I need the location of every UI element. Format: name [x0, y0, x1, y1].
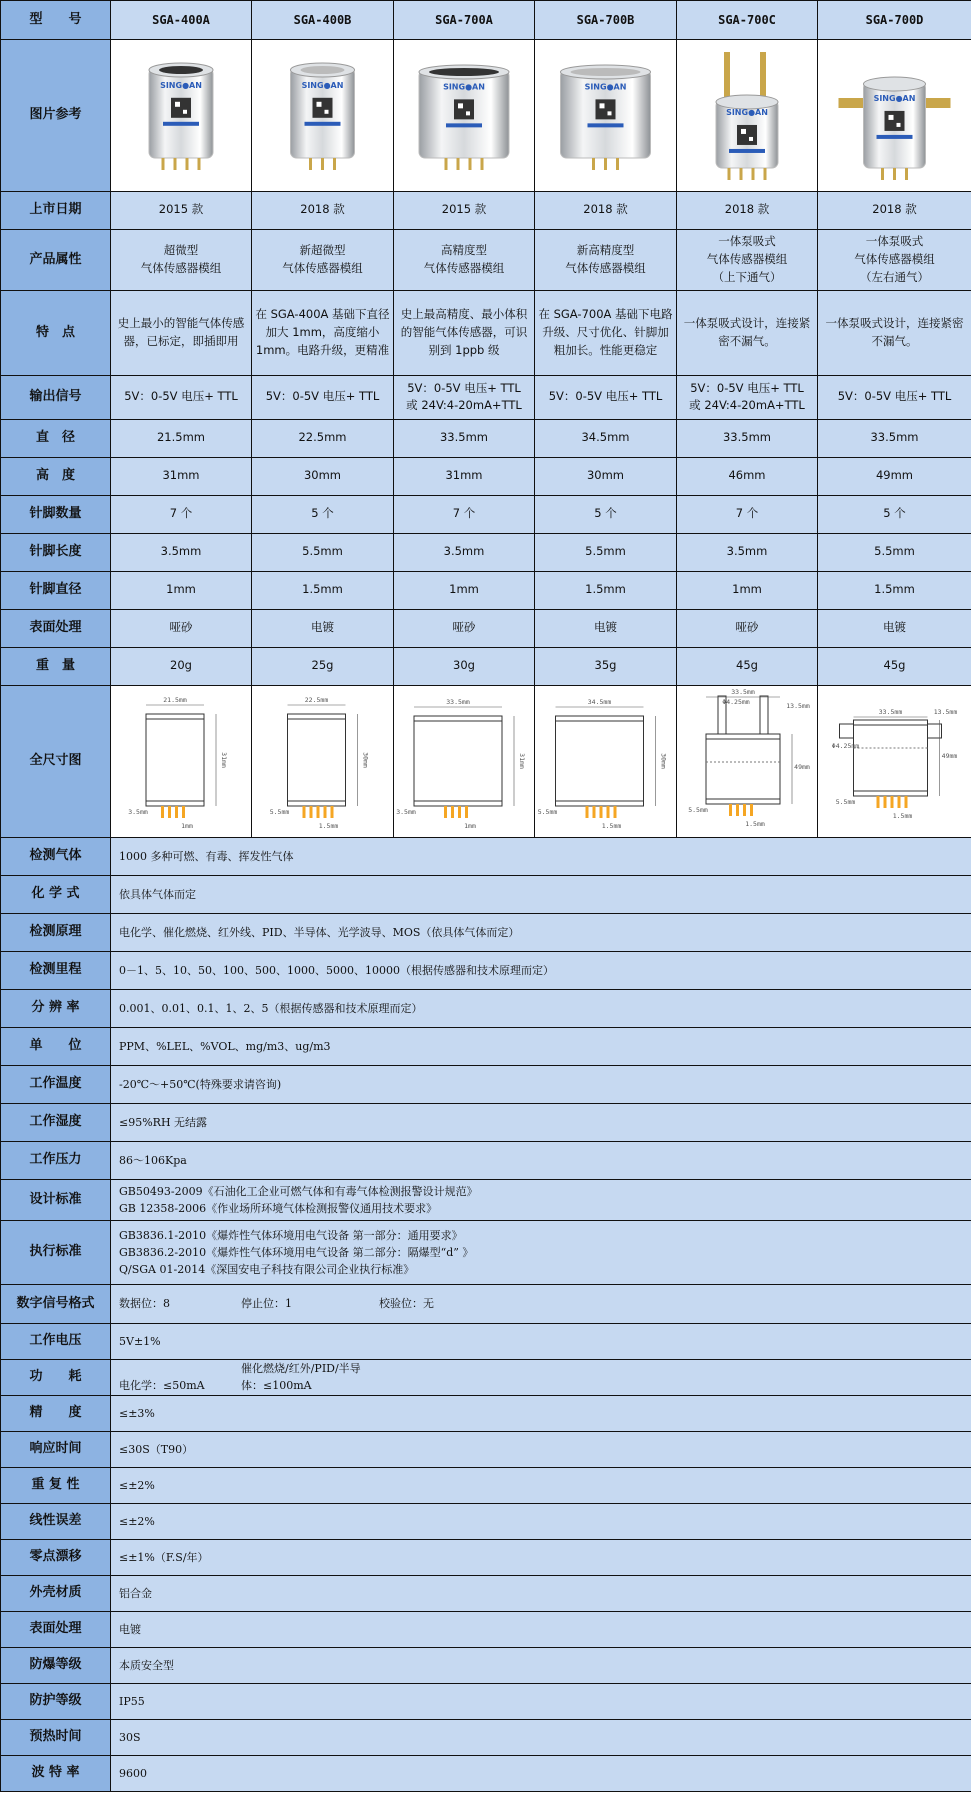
- spec-row: [1, 1141, 971, 1179]
- spec-line: 86～106Kpa: [119, 1153, 187, 1167]
- spec-line: IP55: [119, 1694, 145, 1708]
- dimension-drawing: [818, 685, 971, 837]
- output-line: 5V：0-5V 电压+ TTL: [265, 389, 380, 404]
- cell-features: 史上最小的智能气体传感器，已标定，即插即用: [111, 290, 252, 375]
- cell-model: SGA-400B: [252, 1, 394, 40]
- svg-text:SING●AN: SING●AN: [443, 82, 485, 92]
- output-line: 5V：0-5V 电压+ TTL: [407, 380, 521, 395]
- spec-label: 重 复 性: [1, 1467, 111, 1503]
- dim-label: 5.5mm: [537, 807, 558, 816]
- spec-line: GB50493-2009《石油化工企业可燃气体和有毒气体检测报警设计规范》: [119, 1184, 478, 1198]
- spec-value: [111, 1284, 971, 1323]
- spec-row: [1, 1395, 971, 1431]
- spec-value: [111, 1611, 971, 1647]
- cell-date: 2018 款: [818, 191, 971, 229]
- dimension-drawing: [111, 685, 252, 837]
- spec-row: [1, 1027, 971, 1065]
- cell-pin-count: 7 个: [677, 495, 818, 533]
- spec-row: [1, 1103, 971, 1141]
- spec-value: [111, 1755, 971, 1791]
- spec-row: [1, 1503, 971, 1539]
- sensor-photo-icon: [677, 40, 817, 185]
- spec-segment: 电化学：≤50mA: [119, 1379, 205, 1393]
- output-line: 或 24V:4-20mA+TTL: [406, 398, 522, 413]
- spec-line: ≤30S（T90）: [119, 1442, 194, 1456]
- dimension-drawing: [535, 685, 677, 837]
- attr-line: 一体泵吸式: [865, 234, 924, 249]
- cell-diameter: 34.5mm: [535, 419, 677, 457]
- cell-output: [818, 375, 971, 419]
- cell-height: 46mm: [677, 457, 818, 495]
- date-label: 上市日期: [1, 191, 111, 229]
- pin_length-label: 针脚长度: [1, 533, 111, 571]
- spec-row: [1, 1323, 971, 1359]
- cell-pin-diameter: 1.5mm: [252, 571, 394, 609]
- spec-line: 5V±1%: [119, 1334, 161, 1348]
- dim-label: 21.5mm: [163, 695, 187, 704]
- dim-label: 33.5mm: [878, 707, 903, 716]
- spec-value: [111, 1431, 971, 1467]
- svg-text:SING●AN: SING●AN: [584, 82, 627, 92]
- spec-label: 功 耗: [1, 1359, 111, 1395]
- height-label: 高 度: [1, 457, 111, 495]
- spec-line: GB3836.2-2010《爆炸性气体环境用电气设备 第二部分：隔爆型“d” 》: [119, 1245, 474, 1259]
- photo-label: 图片参考: [1, 40, 111, 192]
- spec-label: 表面处理: [1, 1611, 111, 1647]
- cell-pin-length: 3.5mm: [677, 533, 818, 571]
- spec-value: [111, 1179, 971, 1220]
- dim-label: 13.5mm: [786, 701, 810, 710]
- cell-pin-diameter: 1.5mm: [818, 571, 971, 609]
- spec-line: 铝合金: [119, 1586, 152, 1600]
- row-attr: [1, 229, 971, 290]
- sensor-photo-icon: [111, 40, 251, 185]
- spec-line: ≤95%RH 无结露: [119, 1115, 208, 1129]
- cell-diameter: 33.5mm: [394, 419, 535, 457]
- spec-value: [111, 913, 971, 951]
- dim-label: 3.5mm: [128, 807, 148, 816]
- features-label: 特 点: [1, 290, 111, 375]
- row-photo: [1, 40, 971, 192]
- cell-pin-count: 7 个: [111, 495, 252, 533]
- dim-label: 34.5mm: [587, 697, 612, 706]
- output-line: 5V：0-5V 电压+ TTL: [548, 389, 663, 404]
- dim-label: 5.5mm: [835, 797, 856, 806]
- row-pin-diameter: [1, 571, 971, 609]
- spec-line: GB3836.1-2010《爆炸性气体环境用电气设备 第一部分：通用要求》: [119, 1228, 463, 1242]
- attr-line: 新超微型: [299, 243, 346, 257]
- spec-row: [1, 1647, 971, 1683]
- spec-label: 化 学 式: [1, 875, 111, 913]
- spec-value: [111, 1065, 971, 1103]
- cell-surface: 哑砂: [111, 609, 252, 647]
- cell-height: 31mm: [394, 457, 535, 495]
- spec-value: [111, 1395, 971, 1431]
- cell-output: [252, 375, 394, 419]
- cell-pin-count: 5 个: [252, 495, 394, 533]
- attr-line: 一体泵吸式: [718, 234, 776, 249]
- cell-diameter: 22.5mm: [252, 419, 394, 457]
- cell-model: SGA-400A: [111, 1, 252, 40]
- drawing-label: 全尺寸图: [1, 685, 111, 837]
- spec-row: [1, 1611, 971, 1647]
- spec-segment: 催化燃烧/红外/PID/半导体：≤100mA: [241, 1362, 361, 1393]
- cell-pin-length: 5.5mm: [252, 533, 394, 571]
- dim-label: 49mm: [941, 751, 958, 760]
- cell-output: [394, 375, 535, 419]
- spec-value: [111, 1719, 971, 1755]
- row-date: [1, 191, 971, 229]
- product-photo: [818, 40, 971, 192]
- spec-label: 分 辨 率: [1, 989, 111, 1027]
- spec-row: [1, 837, 971, 875]
- row-drawing: [1, 685, 971, 837]
- spec-value: [111, 951, 971, 989]
- product-photo: [677, 40, 818, 192]
- cell-surface: 哑砂: [394, 609, 535, 647]
- dimension-drawing: [394, 685, 535, 837]
- sensor-photo-icon: [252, 40, 393, 185]
- spec-line: GB 12358-2006《作业场所环境气体检测报警仪通用技术要求》: [119, 1201, 438, 1215]
- cell-pin-diameter: 1mm: [111, 571, 252, 609]
- dim-label: 1.5mm: [318, 821, 339, 830]
- spec-line: ≤±1%（F.S/年）: [119, 1550, 209, 1564]
- spec-row: [1, 1179, 971, 1220]
- row-model: [1, 1, 971, 40]
- spec-value: [111, 1575, 971, 1611]
- spec-line: 0－1、5、10、50、100、500、1000、5000、10000（根据传感器和技术原理而定）: [119, 963, 554, 977]
- svg-text:SING●AN: SING●AN: [873, 93, 916, 103]
- spec-value: [111, 1141, 971, 1179]
- spec-label: 数字信号格式: [1, 1284, 111, 1323]
- cell-diameter: 33.5mm: [818, 419, 971, 457]
- cell-height: 31mm: [111, 457, 252, 495]
- spec-line: -20℃～+50℃(特殊要求请咨询): [119, 1077, 282, 1091]
- spec-label: 预热时间: [1, 1719, 111, 1755]
- cell-pin-diameter: 1.5mm: [535, 571, 677, 609]
- spec-label: 执行标准: [1, 1220, 111, 1284]
- cell-output: [111, 375, 252, 419]
- spec-line: 依具体气体而定: [119, 887, 196, 901]
- dimension-drawing-icon: [535, 686, 676, 831]
- spec-row: [1, 1284, 971, 1323]
- dim-label: 30mm: [361, 751, 370, 768]
- dim-label: 1.5mm: [745, 819, 765, 828]
- attr-line: 超微型: [163, 243, 199, 257]
- product-photo: [394, 40, 535, 192]
- attr-label: 产品属性: [1, 229, 111, 290]
- spec-label: 防护等级: [1, 1683, 111, 1719]
- cell-features: 在 SGA-700A 基础下电路升级、尺寸优化、针脚加粗加长。性能更稳定: [535, 290, 677, 375]
- spec-label: 单 位: [1, 1027, 111, 1065]
- cell-diameter: 21.5mm: [111, 419, 252, 457]
- dim-label: 33.5mm: [731, 687, 755, 696]
- cell-pin-count: 7 个: [394, 495, 535, 533]
- cell-attr: [394, 229, 535, 290]
- dimension-drawing: [252, 685, 394, 837]
- row-diameter: [1, 419, 971, 457]
- spec-label: 工作电压: [1, 1323, 111, 1359]
- cell-pin-length: 5.5mm: [535, 533, 677, 571]
- dim-label: 1mm: [181, 821, 193, 830]
- cell-features: 在 SGA-400A 基础下直径加大 1mm，高度缩小 1mm。电路升级，更精准: [252, 290, 394, 375]
- spec-row: [1, 1220, 971, 1284]
- attr-line: 气体传感器模组: [854, 251, 935, 266]
- dim-label: Φ4.25mm: [831, 741, 860, 750]
- cell-height: 30mm: [535, 457, 677, 495]
- spec-line: ≤±3%: [119, 1406, 155, 1420]
- dim-label: 3.5mm: [396, 807, 416, 816]
- cell-pin-diameter: 1mm: [394, 571, 535, 609]
- spec-line: Q/SGA 01-2014《深国安电子科技有限公司企业执行标准》: [119, 1262, 415, 1276]
- dim-label: 5.5mm: [269, 807, 290, 816]
- output-line: 或 24V:4-20mA+TTL: [689, 398, 805, 413]
- row-output: [1, 375, 971, 419]
- spec-label: 外壳材质: [1, 1575, 111, 1611]
- spec-segment: 校验位：无: [379, 1297, 434, 1311]
- cell-date: 2015 款: [111, 191, 252, 229]
- cell-surface: 哑砂: [677, 609, 818, 647]
- spec-value: [111, 1683, 971, 1719]
- spec-row: [1, 1467, 971, 1503]
- spec-row: [1, 1575, 971, 1611]
- cell-pin-length: 5.5mm: [818, 533, 971, 571]
- spec-label: 设计标准: [1, 1179, 111, 1220]
- spec-row: [1, 1539, 971, 1575]
- attr-line: （上下通气）: [712, 269, 782, 284]
- spec-line: 1000 多种可燃、有毒、挥发性气体: [119, 849, 294, 863]
- spec-row: [1, 1065, 971, 1103]
- spec-label: 精 度: [1, 1395, 111, 1431]
- cell-attr: [677, 229, 818, 290]
- spec-row: [1, 1755, 971, 1791]
- dim-label: 31mm: [220, 751, 228, 768]
- cell-weight: 30g: [394, 647, 535, 685]
- spec-value: [111, 1467, 971, 1503]
- dimension-drawing-icon: [111, 686, 251, 831]
- spec-line: 本质安全型: [119, 1658, 174, 1672]
- cell-height: 30mm: [252, 457, 394, 495]
- spec-line: 电镀: [119, 1622, 141, 1636]
- spec-row: [1, 1719, 971, 1755]
- dim-label: 49mm: [794, 762, 810, 771]
- cell-output: [677, 375, 818, 419]
- attr-line: 高精度型: [441, 243, 487, 257]
- spec-label: 工作温度: [1, 1065, 111, 1103]
- spec-value: [111, 1027, 971, 1065]
- svg-text:SING●AN: SING●AN: [726, 107, 768, 117]
- cell-model: SGA-700C: [677, 1, 818, 40]
- diameter-label: 直 径: [1, 419, 111, 457]
- spec-line: PPM、%LEL、%VOL、mg/m3、ug/m3: [119, 1039, 331, 1053]
- dimension-drawing-icon: [818, 686, 971, 831]
- spec-row: [1, 875, 971, 913]
- cell-date: 2018 款: [677, 191, 818, 229]
- spec-label: 工作压力: [1, 1141, 111, 1179]
- output-line: 5V：0-5V 电压+ TTL: [690, 380, 804, 395]
- attr-line: 气体传感器模组: [140, 260, 222, 275]
- spec-line: 0.001、0.01、0.1、1、2、5（根据传感器和技术原理而定）: [119, 1001, 423, 1015]
- cell-pin-length: 3.5mm: [111, 533, 252, 571]
- cell-attr: [818, 229, 971, 290]
- row-pin-count: [1, 495, 971, 533]
- dim-label: 13.5mm: [933, 707, 958, 716]
- cell-features: 史上最高精度、最小体积的智能气体传感器，可识别到 1ppb 级: [394, 290, 535, 375]
- spec-value: [111, 1103, 971, 1141]
- row-features: [1, 290, 971, 375]
- spec-value: [111, 989, 971, 1027]
- cell-weight: 45g: [818, 647, 971, 685]
- spec-label: 零点漂移: [1, 1539, 111, 1575]
- cell-model: SGA-700A: [394, 1, 535, 40]
- spec-row: [1, 913, 971, 951]
- cell-pin-length: 3.5mm: [394, 533, 535, 571]
- attr-line: （左右通气）: [860, 269, 929, 284]
- spec-row: [1, 951, 971, 989]
- spec-segment: 数据位：8: [119, 1297, 170, 1311]
- sensor-photo-icon: [535, 40, 676, 185]
- cell-surface: 电镀: [535, 609, 677, 647]
- spec-value: [111, 1359, 971, 1395]
- cell-surface: 电镀: [818, 609, 971, 647]
- cell-pin-count: 5 个: [818, 495, 971, 533]
- spec-label: 防爆等级: [1, 1647, 111, 1683]
- spec-label: 检测里程: [1, 951, 111, 989]
- spec-line: ≤±2%: [119, 1478, 155, 1492]
- dimension-drawing-icon: [394, 686, 534, 831]
- dim-label: 33.5mm: [446, 697, 470, 706]
- row-pin-length: [1, 533, 971, 571]
- spec-value: [111, 1323, 971, 1359]
- cell-date: 2018 款: [535, 191, 677, 229]
- dimension-drawing-icon: [677, 686, 817, 831]
- dim-label: Φ4.25mm: [722, 697, 750, 706]
- product-photo: [535, 40, 677, 192]
- dimension-drawing: [677, 685, 818, 837]
- spec-row: [1, 1683, 971, 1719]
- svg-text:SING●AN: SING●AN: [160, 80, 202, 90]
- spec-value: [111, 1503, 971, 1539]
- dim-label: 31mm: [518, 752, 526, 769]
- cell-features: 一体泵吸式设计，连接紧密不漏气。: [677, 290, 818, 375]
- spec-line: 9600: [119, 1766, 147, 1780]
- spec-label: 工作湿度: [1, 1103, 111, 1141]
- output-label: 输出信号: [1, 375, 111, 419]
- row-weight: [1, 647, 971, 685]
- spec-segment: 停止位：1: [241, 1297, 292, 1311]
- spec-label: 线性误差: [1, 1503, 111, 1539]
- cell-weight: 25g: [252, 647, 394, 685]
- spec-row: [1, 989, 971, 1027]
- cell-weight: 35g: [535, 647, 677, 685]
- dim-label: 5.5mm: [688, 805, 708, 814]
- cell-model: SGA-700B: [535, 1, 677, 40]
- cell-weight: 45g: [677, 647, 818, 685]
- surface-label: 表面处理: [1, 609, 111, 647]
- dim-label: 1.5mm: [601, 821, 622, 830]
- dim-label: 22.5mm: [304, 695, 329, 704]
- spec-label: 检测气体: [1, 837, 111, 875]
- spec-value: [111, 875, 971, 913]
- cell-pin-diameter: 1mm: [677, 571, 818, 609]
- row-surface: [1, 609, 971, 647]
- spec-line: ≤±2%: [119, 1514, 155, 1528]
- spec-value: [111, 1220, 971, 1284]
- spec-label: 检测原理: [1, 913, 111, 951]
- cell-features: 一体泵吸式设计，连接紧密不漏气。: [818, 290, 971, 375]
- cell-date: 2018 款: [252, 191, 394, 229]
- attr-line: 气体传感器模组: [282, 260, 363, 275]
- pin_count-label: 针脚数量: [1, 495, 111, 533]
- cell-date: 2015 款: [394, 191, 535, 229]
- model-label: 型 号: [1, 1, 111, 40]
- product-photo: [111, 40, 252, 192]
- cell-height: 49mm: [818, 457, 971, 495]
- attr-line: 气体传感器模组: [706, 251, 788, 266]
- spec-label: 响应时间: [1, 1431, 111, 1467]
- weight-label: 重 量: [1, 647, 111, 685]
- attr-line: 新高精度型: [576, 243, 635, 257]
- svg-text:SING●AN: SING●AN: [301, 80, 344, 90]
- output-line: 5V：0-5V 电压+ TTL: [124, 389, 238, 404]
- product-photo: [252, 40, 394, 192]
- spec-value: [111, 1539, 971, 1575]
- spec-label: 波 特 率: [1, 1755, 111, 1791]
- spec-value: [111, 837, 971, 875]
- spec-line: 电化学、催化燃烧、红外线、PID、半导体、光学波导、MOS（依具体气体而定）: [119, 925, 520, 939]
- dim-label: 1.5mm: [892, 811, 913, 820]
- attr-line: 气体传感器模组: [423, 260, 505, 275]
- cell-output: [535, 375, 677, 419]
- spec-row: [1, 1431, 971, 1467]
- sensor-photo-icon: [818, 40, 971, 185]
- pin_diameter-label: 针脚直径: [1, 571, 111, 609]
- dim-label: 30mm: [659, 752, 668, 769]
- sensor-photo-icon: [394, 40, 534, 185]
- dimension-drawing-icon: [252, 686, 393, 831]
- cell-pin-count: 5 个: [535, 495, 677, 533]
- spec-value: [111, 1647, 971, 1683]
- cell-attr: [252, 229, 394, 290]
- cell-model: SGA-700D: [818, 1, 971, 40]
- row-height: [1, 457, 971, 495]
- dim-label: 1mm: [464, 821, 476, 830]
- output-line: 5V：0-5V 电压+ TTL: [837, 389, 952, 404]
- cell-diameter: 33.5mm: [677, 419, 818, 457]
- cell-surface: 电镀: [252, 609, 394, 647]
- cell-weight: 20g: [111, 647, 252, 685]
- attr-line: 气体传感器模组: [565, 260, 646, 275]
- spec-line: 30S: [119, 1730, 141, 1744]
- spec-row: [1, 1359, 971, 1395]
- cell-attr: [535, 229, 677, 290]
- cell-attr: [111, 229, 252, 290]
